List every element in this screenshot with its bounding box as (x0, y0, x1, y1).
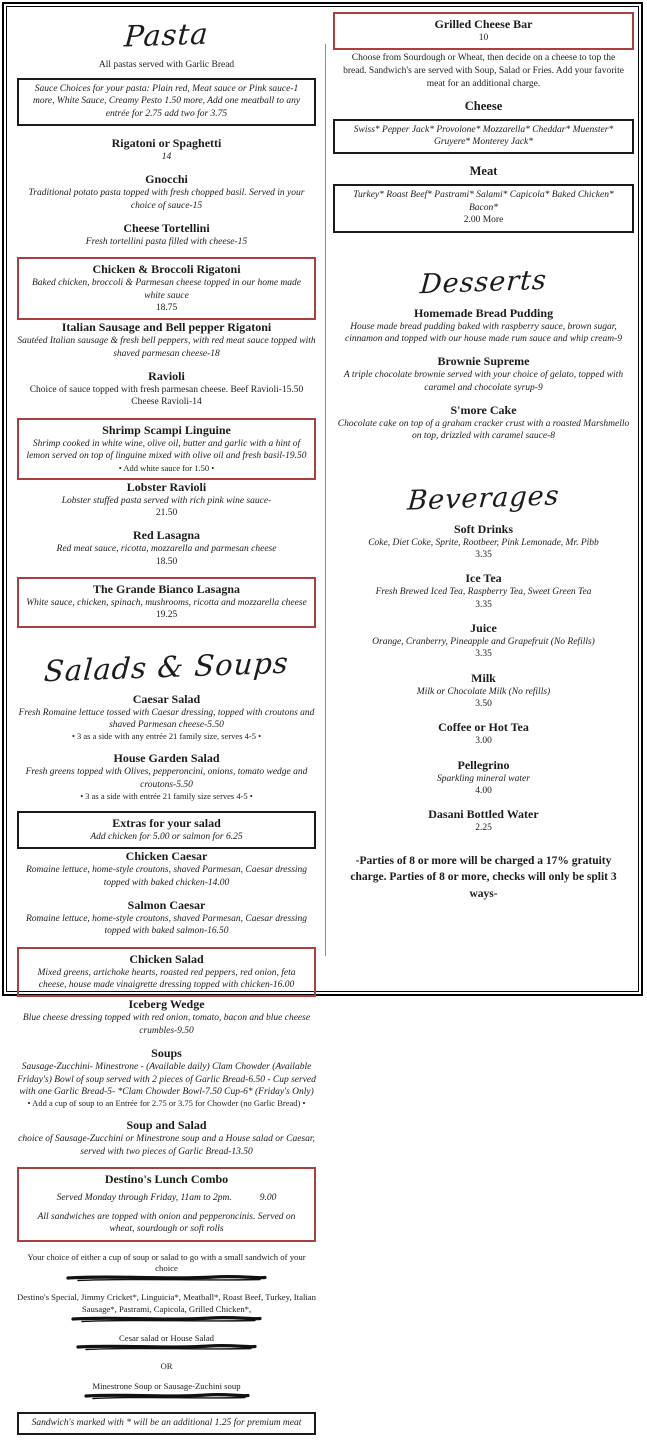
premium-meat-footnote: Sandwich's marked with * will be an additional 1.25 for premium meat (31, 1418, 302, 1429)
lunch-combo-desc: All sandwiches are topped with onion and pepperoncinis. Served on wheat, sourdough or soft rolls (37, 1211, 296, 1235)
item-title: House Garden Salad (113, 751, 220, 766)
lunch-option-salads: Cesar salad or House Salad (118, 1332, 215, 1343)
item-desc: Coke, Diet Coke, Sprite, Rootbeer, Pink Lemonade, Mr. Pibb (368, 537, 599, 548)
item-price: 18.50 (155, 556, 178, 567)
menu-item-soft-drinks (333, 522, 634, 562)
item-title: Lobster Ravioli (126, 479, 207, 494)
scribble-underline (82, 1392, 252, 1400)
item-desc: Add chicken for 5.00 or salmon for 6.25 (90, 832, 243, 843)
menu-item-caesar-salad (17, 692, 316, 743)
item-desc: A triple chocolate brownie served with your choice of gelato, topped with caramel and chocolate syrup-9 (343, 370, 624, 393)
lunch-option-or: OR (160, 1361, 173, 1372)
meat-list: Turkey* Roast Beef* Pastrami* Salami* Capicola* Baked Chicken* Bacon* (353, 190, 614, 213)
menu-item-chicken-caesar (17, 849, 316, 889)
salads-section-header: Salads & Soups (42, 645, 291, 688)
desserts-section-header: Desserts (418, 264, 549, 300)
item-note: • 3 as a side with entrée 21 family size serves 4-5 • (80, 791, 253, 802)
column-divider (325, 44, 326, 956)
item-desc: Mixed greens, artichoke hearts, roasted red peppers, red onion, feta cheese, house made vinaigrette dressing topped with chicken-16.00 (37, 967, 296, 991)
cheese-list: Swiss* Pepper Jack* Provolone* Mozzarella* Cheddar* Muenster* Gruyere* Monterey Jack* (353, 124, 614, 148)
item-price: 10 (478, 33, 489, 43)
item-price: 14 (161, 152, 172, 163)
item-desc: Traditional potato pasta topped with fresh chopped basil. Served in your choice of sauce-15 (28, 188, 305, 211)
scribble-underline (69, 1315, 264, 1323)
item-price: 4.00 (475, 786, 492, 796)
item-desc: Sausage-Zucchini- Minestrone - (Available daily) Clam Chowder (Available Friday's) Bowl of soup served with 2 pieces of Garlic Bread-6.50 - Cup served with one Garlic Bread-5- *Clam Chowder Bowl-7.50 Cup-6* (Friday's Only) (17, 1062, 316, 1097)
item-title: Destino's Lunch Combo (104, 1171, 229, 1186)
item-title: Cheese Tortellini (123, 221, 210, 236)
lunch-combo-schedule: Served Monday through Friday, 11am to 2pm. (56, 1192, 232, 1203)
item-desc: Fresh tortellini pasta filled with cheese-15 (85, 237, 248, 248)
item-title: Gnocchi (145, 172, 188, 187)
menu-item-brownie-supreme (333, 354, 634, 394)
item-price: 2.25 (475, 823, 492, 834)
item-title: Coffee or Hot Tea (438, 720, 529, 735)
item-desc: choice of Sausage-Zucchini or Minestrone soup and a House salad or Caesar, served with two pieces of Garlic Bread-13.50 (18, 1134, 315, 1157)
item-desc: White sauce, chicken, spinach, mushrooms, ricotta and mozzarella cheese (26, 597, 307, 608)
item-desc: Romaine lettuce, home-style croutons, shaved Parmesan, Caesar dressing topped with baked chicken-14.00 (25, 865, 308, 888)
item-title: Extras for your salad (112, 816, 221, 831)
item-title: Chicken Caesar (125, 849, 208, 864)
item-desc: Chocolate cake on top of a graham cracker crust with a roasted Marshmello on top, drizzled with caramel sauce-8 (337, 418, 630, 442)
menu-item-ice-tea (333, 571, 634, 611)
beverages-section-header: Beverages (406, 479, 561, 517)
menu-item-juice (333, 621, 634, 661)
item-note: • Add white sauce for 1.50 • (118, 462, 215, 473)
item-title: Salmon Caesar (127, 898, 206, 913)
menu-item-lobster-ravioli (17, 480, 316, 520)
menu-item-dasani-water (333, 807, 634, 834)
premium-meat-footnote-box (17, 1412, 316, 1435)
menu-item-cheese-tortellini (17, 221, 316, 248)
item-price: 3.50 (475, 698, 492, 709)
menu-item-rigatoni-or-spaghetti (17, 136, 316, 163)
menu-item-soups (17, 1046, 316, 1109)
menu-item-coffee-hot-tea (333, 720, 634, 747)
item-desc: House made bread pudding baked with raspberry sauce, brown sugar, cinnamon and topped with our house made rum sauce and whip cream-9 (345, 321, 622, 344)
item-price: 19.25 (155, 610, 178, 621)
item-desc: Fresh Romaine lettuce tossed with Caesar dressing, topped with croutons and shaved Parmesan cheese-5.50 (18, 707, 315, 730)
item-price: 3.35 (475, 549, 492, 560)
meat-list-box (333, 184, 634, 232)
menu-item-pellegrino (333, 758, 634, 798)
right-column (333, 10, 634, 903)
menu-item-shrimp-scampi-linguine (17, 418, 316, 480)
item-title: Shrimp Scampi Linguine (102, 422, 231, 437)
item-title: Soft Drinks (453, 521, 513, 536)
item-title: Caesar Salad (132, 691, 201, 706)
pasta-subnote: All pastas served with Garlic Bread (98, 60, 235, 70)
item-title: Milk (471, 670, 496, 685)
item-note: • 3 as a side with any entrée 21 family size, serves 4-5 • (71, 731, 262, 742)
item-title: Soup and Salad (126, 1118, 207, 1133)
menu-item-grande-bianco-lasagna (17, 577, 316, 628)
item-desc: Sautéed Italian sausage & fresh bell peppers, with red meat sauce topped with shaved parmesan cheese-18 (17, 336, 316, 359)
lunch-combo-price: 9.00 (259, 1192, 277, 1203)
menu-item-grilled-cheese-bar (333, 12, 634, 50)
grilled-cheese-desc: Choose from Sourdough or Wheat, then decide on a cheese to top the bread. Sandwich's are served with Soup, Salad or Fries. Add your favorite meat for an additional charge. (343, 53, 624, 89)
item-price: 3.35 (475, 649, 492, 660)
item-title: Brownie Supreme (437, 354, 530, 369)
item-desc: Shrimp cooked in white wine, olive oil, butter and garlic with a hint of lemon served on top of linguine mixed with olive oil and fresh basil-19.50 (26, 438, 307, 462)
menu-item-salmon-caesar (17, 898, 316, 938)
item-title: S'more Cake (450, 402, 517, 417)
item-price: 3.35 (475, 599, 492, 610)
item-desc: Red meat sauce, ricotta, mozzarella and parmesan cheese (56, 544, 277, 555)
item-title: Homemade Bread Pudding (413, 305, 554, 320)
meat-list-header: Meat (469, 164, 498, 179)
item-title: Chicken & Broccoli Rigatoni (92, 262, 241, 277)
lunch-option-intro: Your choice of either a cup of soup or salad to go with a small sandwich of your choice (27, 1251, 306, 1274)
item-title: Grilled Cheese Bar (434, 17, 533, 31)
lunch-combo-schedule-line (24, 1187, 309, 1205)
lunch-option-sandwiches: Destino's Special, Jimmy Cricket*, Linguicia*, Meatball*, Roast Beef, Turkey, Italian Sausage*, Pastrami, Capicola, Grilled Chicken*, (17, 1292, 316, 1314)
scribble-underline (64, 1274, 269, 1282)
item-desc: Choice of sauce topped with fresh parmesan cheese. Beef Ravioli-15.50 Cheese Ravioli-14 (29, 385, 304, 408)
item-desc: Fresh Brewed Iced Tea, Raspberry Tea, Sweet Green Tea (375, 587, 592, 598)
item-title: Dasani Bottled Water (428, 807, 539, 822)
item-desc: Lobster stuffed pasta served with rich pink wine sauce- (61, 495, 272, 506)
menu-item-ravioli (17, 369, 316, 409)
item-title: Iceberg Wedge (128, 997, 205, 1012)
scribble-underline (74, 1343, 259, 1351)
item-desc: Orange, Cranberry, Pineapple and Grapefruit (No Refills) (372, 636, 595, 647)
item-desc: Milk or Chocolate Milk (No refills) (416, 686, 551, 697)
item-note: • Add a cup of soup to an Entrée for 2.75 or 3.75 for Chowder (no Garlic Bread) • (27, 1098, 306, 1109)
left-column (17, 16, 316, 1445)
sauce-choices-text: Sauce Choices for your pasta: Plain red, Meat sauce or Pink sauce-1 more, White Sauce, Creamy Pesto 1.50 more, Add one meatball to any entrée for 2.75 add two for 3.75 (32, 84, 301, 119)
item-title: Ice Tea (465, 571, 502, 586)
menu-item-lunch-combo (17, 1167, 316, 1242)
menu-item-milk (333, 671, 634, 711)
item-desc: Romaine lettuce, home-style croutons, shaved Parmesan, Caesar dressing topped with baked salmon-16.50 (25, 914, 308, 937)
menu-item-chicken-broccoli-rigatoni (17, 257, 316, 320)
lunch-option-soups: Minestrone Soup or Sausage-Zuchini soup (92, 1381, 241, 1392)
item-desc: Blue cheese dressing topped with red onion, tomato, bacon and blue cheese crumbles-9.50 (22, 1013, 311, 1036)
item-title: Juice (470, 620, 497, 635)
menu-item-bread-pudding (333, 306, 634, 346)
meat-list-price: 2.00 More (463, 215, 504, 226)
item-desc: Sparkling mineral water (437, 773, 530, 784)
menu-item-red-lasagna (17, 528, 316, 568)
item-title: Ravioli (148, 369, 185, 384)
item-title: Chicken Salad (129, 951, 204, 966)
menu-item-smore-cake (333, 403, 634, 443)
item-price: 18.75 (155, 303, 178, 314)
item-desc: Fresh greens topped with Olives, pepperoncini, onions, tomato wedge and croutons-5.50 (25, 767, 308, 790)
menu-item-house-garden-salad (17, 751, 316, 802)
item-title: Soups (151, 1046, 182, 1061)
menu-page (2, 2, 643, 1429)
menu-item-salad-extras (17, 811, 316, 849)
item-title: Rigatoni or Spaghetti (111, 136, 222, 151)
menu-item-iceberg-wedge (17, 997, 316, 1037)
menu-item-soup-and-salad (17, 1118, 316, 1158)
item-title: The Grande Bianco Lasagna (92, 581, 241, 596)
item-title: Red Lasagna (132, 528, 200, 543)
menu-item-gnocchi (17, 172, 316, 212)
menu-item-chicken-salad (17, 947, 316, 998)
pasta-section-header: Pasta (123, 16, 210, 54)
item-price: 21.50 (155, 507, 178, 518)
cheese-list-box (333, 119, 634, 155)
gratuity-notice: -Parties of 8 or more will be charged a 17% gratuity charge. Parties of 8 or more, checks will only be split 3 ways- (350, 854, 617, 901)
item-title: Italian Sausage and Bell pepper Rigatoni (61, 320, 272, 335)
item-desc: Baked chicken, broccoli & Parmesan cheese topped in our home made white sauce (32, 278, 301, 301)
item-price: 3.00 (475, 736, 492, 747)
menu-item-italian-sausage-rigatoni (17, 320, 316, 360)
item-title: Pellegrino (457, 757, 510, 772)
cheese-list-header: Cheese (464, 98, 503, 113)
sauce-choices-box (17, 78, 316, 126)
